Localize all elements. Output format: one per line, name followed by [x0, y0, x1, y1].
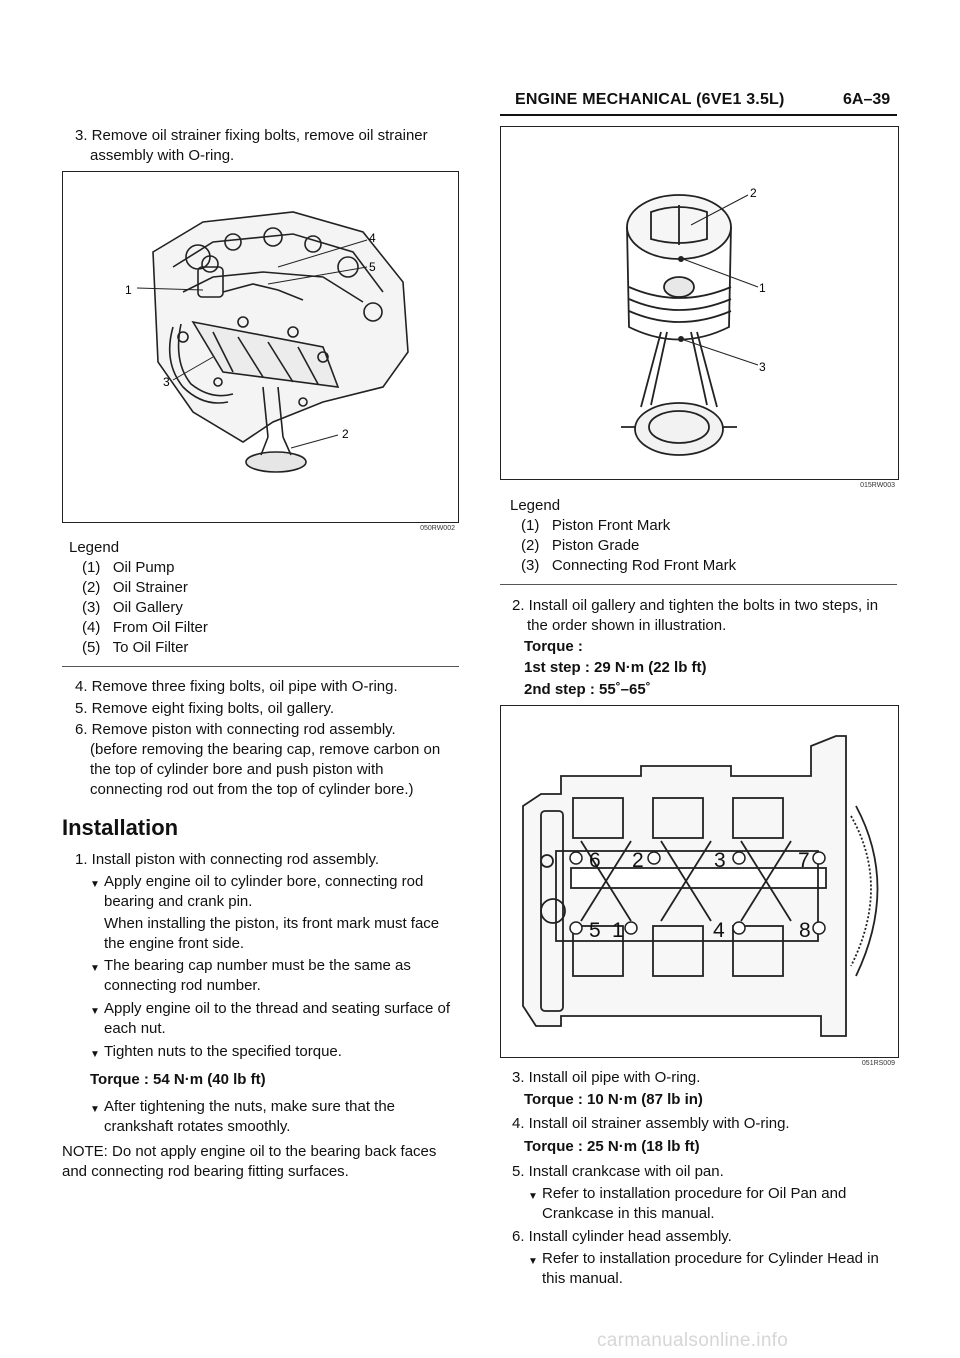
legend-item: (3) Connecting Rod Front Mark [521, 557, 737, 574]
legend-title: Legend [69, 539, 120, 556]
legend-title: Legend [510, 497, 561, 514]
step6-install-cylinder-head: 6. Install cylinder head assembly. [512, 1228, 732, 1245]
legend-divider [500, 584, 897, 585]
bullet-item: ▼ Refer to installation procedure for Cylinder Head in [542, 1249, 879, 1269]
torque-spec: Torque : 54 N·m (40 lb ft) [90, 1071, 266, 1088]
callout-4: 4 [369, 231, 376, 245]
callout-1: 1 [759, 281, 766, 295]
bullet-item: ▼ Tighten nuts to the specified torque. [104, 1042, 342, 1062]
bolt-sequence-number: 3 [714, 849, 726, 872]
figure-piston [500, 126, 899, 489]
torque-spec: Torque : 25 N·m (18 lb ft) [524, 1138, 700, 1155]
bullet-continuation: Crankcase in this manual. [542, 1205, 715, 1222]
callout-5: 5 [369, 260, 376, 274]
header-rule [500, 114, 897, 116]
step2-line: the order shown in illustration. [527, 617, 727, 634]
torque-1st-step: 1st step : 29 N·m (22 lb ft) [524, 659, 707, 676]
piston-illustration [501, 127, 898, 479]
bolt-sequence-number: 4 [713, 919, 725, 942]
section-title-installation: Installation [62, 815, 179, 840]
callout-1: 1 [125, 283, 132, 297]
oil-strainer-illustration [63, 172, 458, 522]
step6-line: connecting rod out from the top of cylinder bore.) [90, 781, 414, 798]
bullet-item: ▼ Apply engine oil to cylinder bore, connecting rod [104, 872, 423, 892]
legend-item: (3) Oil Gallery [82, 599, 183, 616]
legend-item: (4) From Oil Filter [82, 619, 208, 636]
bolt-sequence-number: 5 [589, 919, 601, 942]
note-line: and connecting rod bearing fitting surfaces. [62, 1163, 349, 1180]
step6-line: (before removing the bearing cap, remove carbon on [90, 741, 441, 758]
page-number: 6A–39 [843, 91, 891, 108]
step6-line: 6. Remove piston with connecting rod assembly. [75, 721, 396, 738]
figure-bolt-sequence [500, 705, 899, 1067]
legend-item: (1) Oil Pump [82, 559, 175, 576]
bullet-item: ▼ Refer to installation procedure for Oil Pan and [542, 1184, 846, 1204]
bolt-sequence-number: 2 [632, 849, 644, 872]
legend-item: (5) To Oil Filter [82, 639, 189, 656]
oil-gallery-bolt-sequence-illustration [501, 706, 898, 1057]
step3-remove-strainer-line2: assembly with O-ring. [90, 147, 235, 164]
step5-remove-oil-gallery: 5. Remove eight fixing bolts, oil gallery. [75, 700, 335, 717]
figure-code: 050RW002 [420, 525, 455, 532]
torque-spec: Torque : 10 N·m (87 lb in) [524, 1091, 703, 1108]
bolt-sequence-number: 6 [589, 849, 601, 872]
figure-oil-strainer [62, 171, 459, 532]
bullet-note: the engine front side. [104, 935, 245, 952]
legend-divider [62, 666, 459, 667]
step6-line: the top of cylinder bore and push piston with [90, 761, 384, 778]
legend-item: (1) Piston Front Mark [521, 517, 671, 534]
step4-remove-oil-pipe: 4. Remove three fixing bolts, oil pipe with O-ring. [75, 678, 398, 695]
legend-item: (2) Piston Grade [521, 537, 640, 554]
step5-install-crankcase: 5. Install crankcase with oil pan. [512, 1163, 724, 1180]
callout-2: 2 [342, 427, 349, 441]
watermark: carmanualsonline.info [597, 1330, 789, 1351]
torque-2nd-step: 2nd step : 55˚–65˚ [524, 681, 651, 698]
figure-code: 015RW003 [860, 482, 895, 489]
bolt-sequence-number: 8 [799, 919, 811, 942]
bullet-continuation: bearing and crank pin. [104, 893, 253, 910]
bullet-continuation: connecting rod number. [104, 977, 261, 994]
callout-3: 3 [163, 375, 170, 389]
step3-install-oil-pipe: 3. Install oil pipe with O-ring. [512, 1069, 701, 1086]
inst-step1: 1. Install piston with connecting rod assembly. [75, 851, 380, 868]
bullet-item: ▼ The bearing cap number must be the same as [104, 956, 411, 976]
bolt-sequence-number: 7 [798, 849, 810, 872]
step2-line: 2. Install oil gallery and tighten the bolts in two steps, in [512, 597, 879, 614]
legend-item: (2) Oil Strainer [82, 579, 188, 596]
note-line: NOTE: Do not apply engine oil to the bearing back faces [62, 1143, 437, 1160]
callout-2: 2 [750, 186, 757, 200]
callout-3: 3 [759, 360, 766, 374]
bullet-note: When installing the piston, its front mark must face [104, 915, 440, 932]
bullet-item: ▼ Apply engine oil to the thread and seating surface of [104, 999, 450, 1019]
torque-label: Torque : [524, 638, 583, 655]
bullet-item: ▼ After tightening the nuts, make sure that the [104, 1097, 395, 1117]
bolt-sequence-number: 1 [612, 919, 624, 942]
bullet-continuation: this manual. [542, 1270, 623, 1287]
step3-remove-strainer-line1: 3. Remove oil strainer fixing bolts, remove oil strainer [75, 127, 428, 144]
bullet-continuation: each nut. [104, 1020, 166, 1037]
figure-code: 051RS009 [861, 1060, 895, 1067]
header-title: ENGINE MECHANICAL (6VE1 3.5L) [515, 91, 785, 108]
bullet-continuation: crankshaft rotates smoothly. [104, 1118, 291, 1135]
step4-install-oil-strainer: 4. Install oil strainer assembly with O-ring. [512, 1115, 790, 1132]
